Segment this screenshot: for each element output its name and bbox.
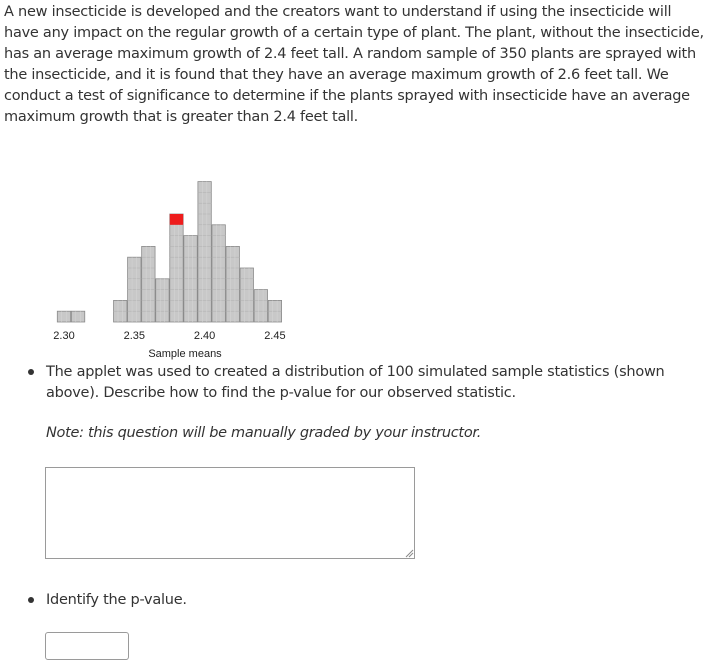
histogram-bar <box>142 246 155 322</box>
histogram-bars <box>57 182 281 322</box>
x-tick-label: 2.35 <box>123 330 146 342</box>
x-tick-label: 2.40 <box>193 330 216 342</box>
answer-textarea[interactable] <box>45 467 415 559</box>
histogram-bar <box>226 246 239 322</box>
x-axis-title: Sample means <box>148 348 222 360</box>
x-tick-label: 2.30 <box>53 330 75 342</box>
sample-means-dotplot <box>40 150 310 365</box>
bullet-dot <box>28 597 34 603</box>
histogram-bar <box>254 290 267 322</box>
resize-grip-icon[interactable] <box>405 549 414 558</box>
histogram-bar <box>198 182 211 322</box>
question-item-2: Identify the p-value. <box>46 592 187 608</box>
highlighted-sample <box>170 214 183 225</box>
x-tick-label: 2.45 <box>264 330 286 342</box>
histogram-bar <box>71 311 84 322</box>
question-intro: A new insecticide is developed and the creators want to understand if using the insecticide will have any impact on the regular growth of a certain type of plant. The plant, without the insecticide, has an average maximum growth of 2.4 feet tall. A random sample of 350 plants are sprayed with the insecticide, and it is found that they have an average maximum growth of 2.6 feet tall. We conduct a test of significance to determine if the plants sprayed with insecticide have an average maximum growth that is greater than 2.4 feet tall. <box>4 4 704 125</box>
histogram-bar <box>240 268 253 322</box>
question-item-1: The applet was used to created a distribution of 100 simulated sample statistics (shown above). Describe how to find the p-value for our observed statistic. <box>46 364 665 401</box>
histogram-bar <box>57 311 70 322</box>
grading-note: Note: this question will be manually graded by your instructor. <box>46 425 482 441</box>
x-axis-ticks <box>53 330 285 342</box>
bullet-dot <box>28 369 34 375</box>
p-value-input[interactable] <box>45 632 129 660</box>
histogram-bar <box>212 225 225 322</box>
